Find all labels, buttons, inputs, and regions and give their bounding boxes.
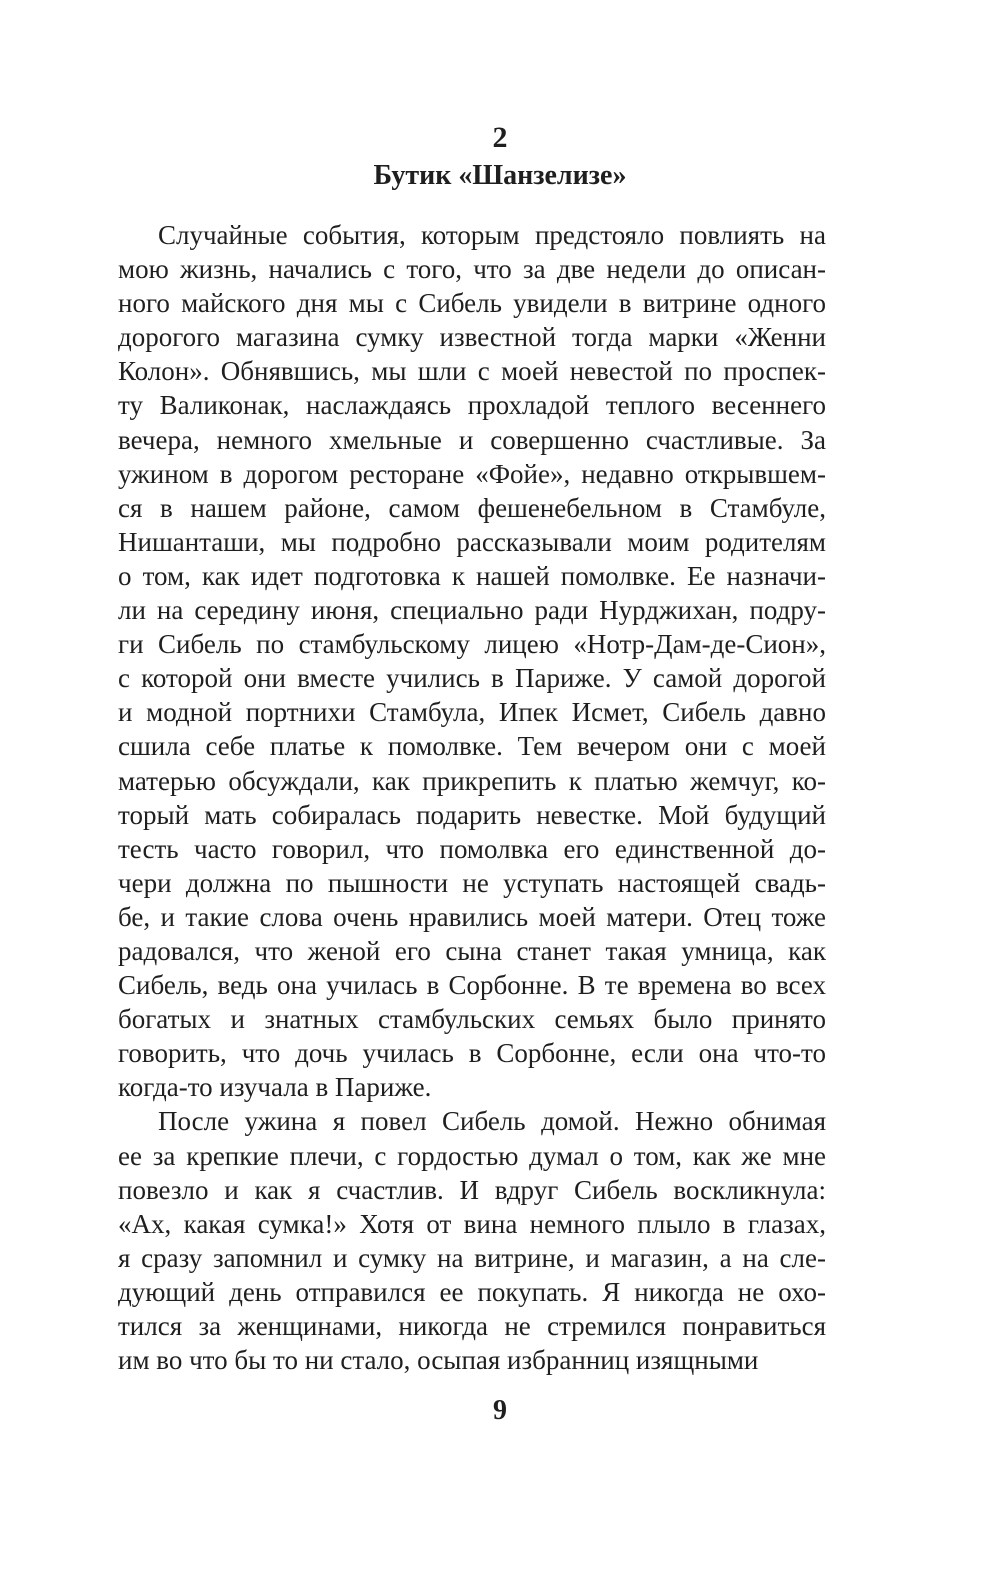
text-line: им во что бы то ни стало, осыпая избранниц изящными <box>118 1345 759 1376</box>
text-line: ся в нашем районе, самом фешенебельном в Стамбуле, <box>118 492 826 523</box>
chapter-number: 2 <box>492 121 508 154</box>
text-line: мою жизнь, начались с того, что за две недели до описан- <box>118 254 826 285</box>
body-text <box>118 218 826 1377</box>
text-line: с которой они вместе учились в Париже. У самой дорогой <box>118 663 826 694</box>
text-line: о том, как идет подготовка к нашей помолвке. Ее назначи- <box>118 560 826 591</box>
text-line: ее за крепкие плечи, с гордостью думал о том, как же мне <box>118 1140 826 1171</box>
text-line: ту Валиконак, наслаждаясь прохладой теплого весеннего <box>118 390 826 421</box>
text-line: торый мать собиралась подарить невестке. Мой будущий <box>118 799 826 830</box>
text-line: дорогого магазина сумку известной тогда марки «Женни <box>118 322 826 353</box>
text-line: повезло и как я счастлив. И вдруг Сибель воскликнула: <box>118 1174 826 1205</box>
text-line: ужином в дорогом ресторане «Фойе», недавно открывшем- <box>118 458 826 489</box>
text-line: дующий день отправился ее покупать. Я никогда не охо- <box>118 1276 826 1307</box>
text-line: Случайные события, которым предстояло повлиять на <box>158 220 826 250</box>
text-line: когда-то изучала в Париже. <box>118 1072 432 1103</box>
text-line: тесть часто говорил, что помолвка его единственной до- <box>118 833 826 864</box>
text-line: матерью обсуждали, как прикрепить к платью жемчуг, ко- <box>118 765 826 796</box>
text-line: Нишанташи, мы подробно рассказывали моим родителям <box>118 526 826 557</box>
page-number: 9 <box>493 1395 507 1426</box>
paragraph <box>118 218 826 1104</box>
text-line: сшила себе платье к помолвке. Тем вечером они с моей <box>118 731 826 762</box>
text-line: ли на середину июня, специально ради Нурджихан, подру- <box>118 595 826 626</box>
text-line: богатых и знатных стамбульских семьях было принято <box>118 1004 826 1035</box>
text-line: чери должна по пышности не уступать настоящей свадь- <box>118 867 826 898</box>
text-line: ного майского дня мы с Сибель увидели в витрине одного <box>118 288 826 319</box>
text-line: ги Сибель по стамбульскому лицею «Нотр-Дам-де-Сион», <box>118 629 826 660</box>
text-line: радовался, что женой его сына станет такая умница, как <box>118 935 826 966</box>
text-line: После ужина я повел Сибель домой. Нежно обнимая <box>158 1106 826 1137</box>
text-line: Сибель, ведь она училась в Сорбонне. В те времена во всех <box>118 970 826 1001</box>
text-line: и модной портнихи Стамбула, Ипек Исмет, Сибель давно <box>118 697 826 728</box>
paragraph <box>118 1104 826 1377</box>
text-line: «Ах, какая сумка!» Хотя от вина немного плыло в глазах, <box>118 1208 826 1239</box>
text-line: Колон». Обнявшись, мы шли с моей невестой по проспек- <box>118 356 826 387</box>
text-line: говорить, что дочь училась в Сорбонне, если она что-то <box>118 1038 826 1069</box>
text-line: я сразу запомнил и сумку на витрине, и магазин, а на сле- <box>118 1242 826 1273</box>
text-line: бе, и такие слова очень нравились моей матери. Отец тоже <box>118 901 826 932</box>
text-line: тился за женщинами, никогда не стремился понравиться <box>118 1311 826 1341</box>
text-line: вечера, немного хмельные и совершенно счастливые. За <box>118 424 826 455</box>
chapter-title: Бутик «Шанзелизе» <box>373 160 627 191</box>
